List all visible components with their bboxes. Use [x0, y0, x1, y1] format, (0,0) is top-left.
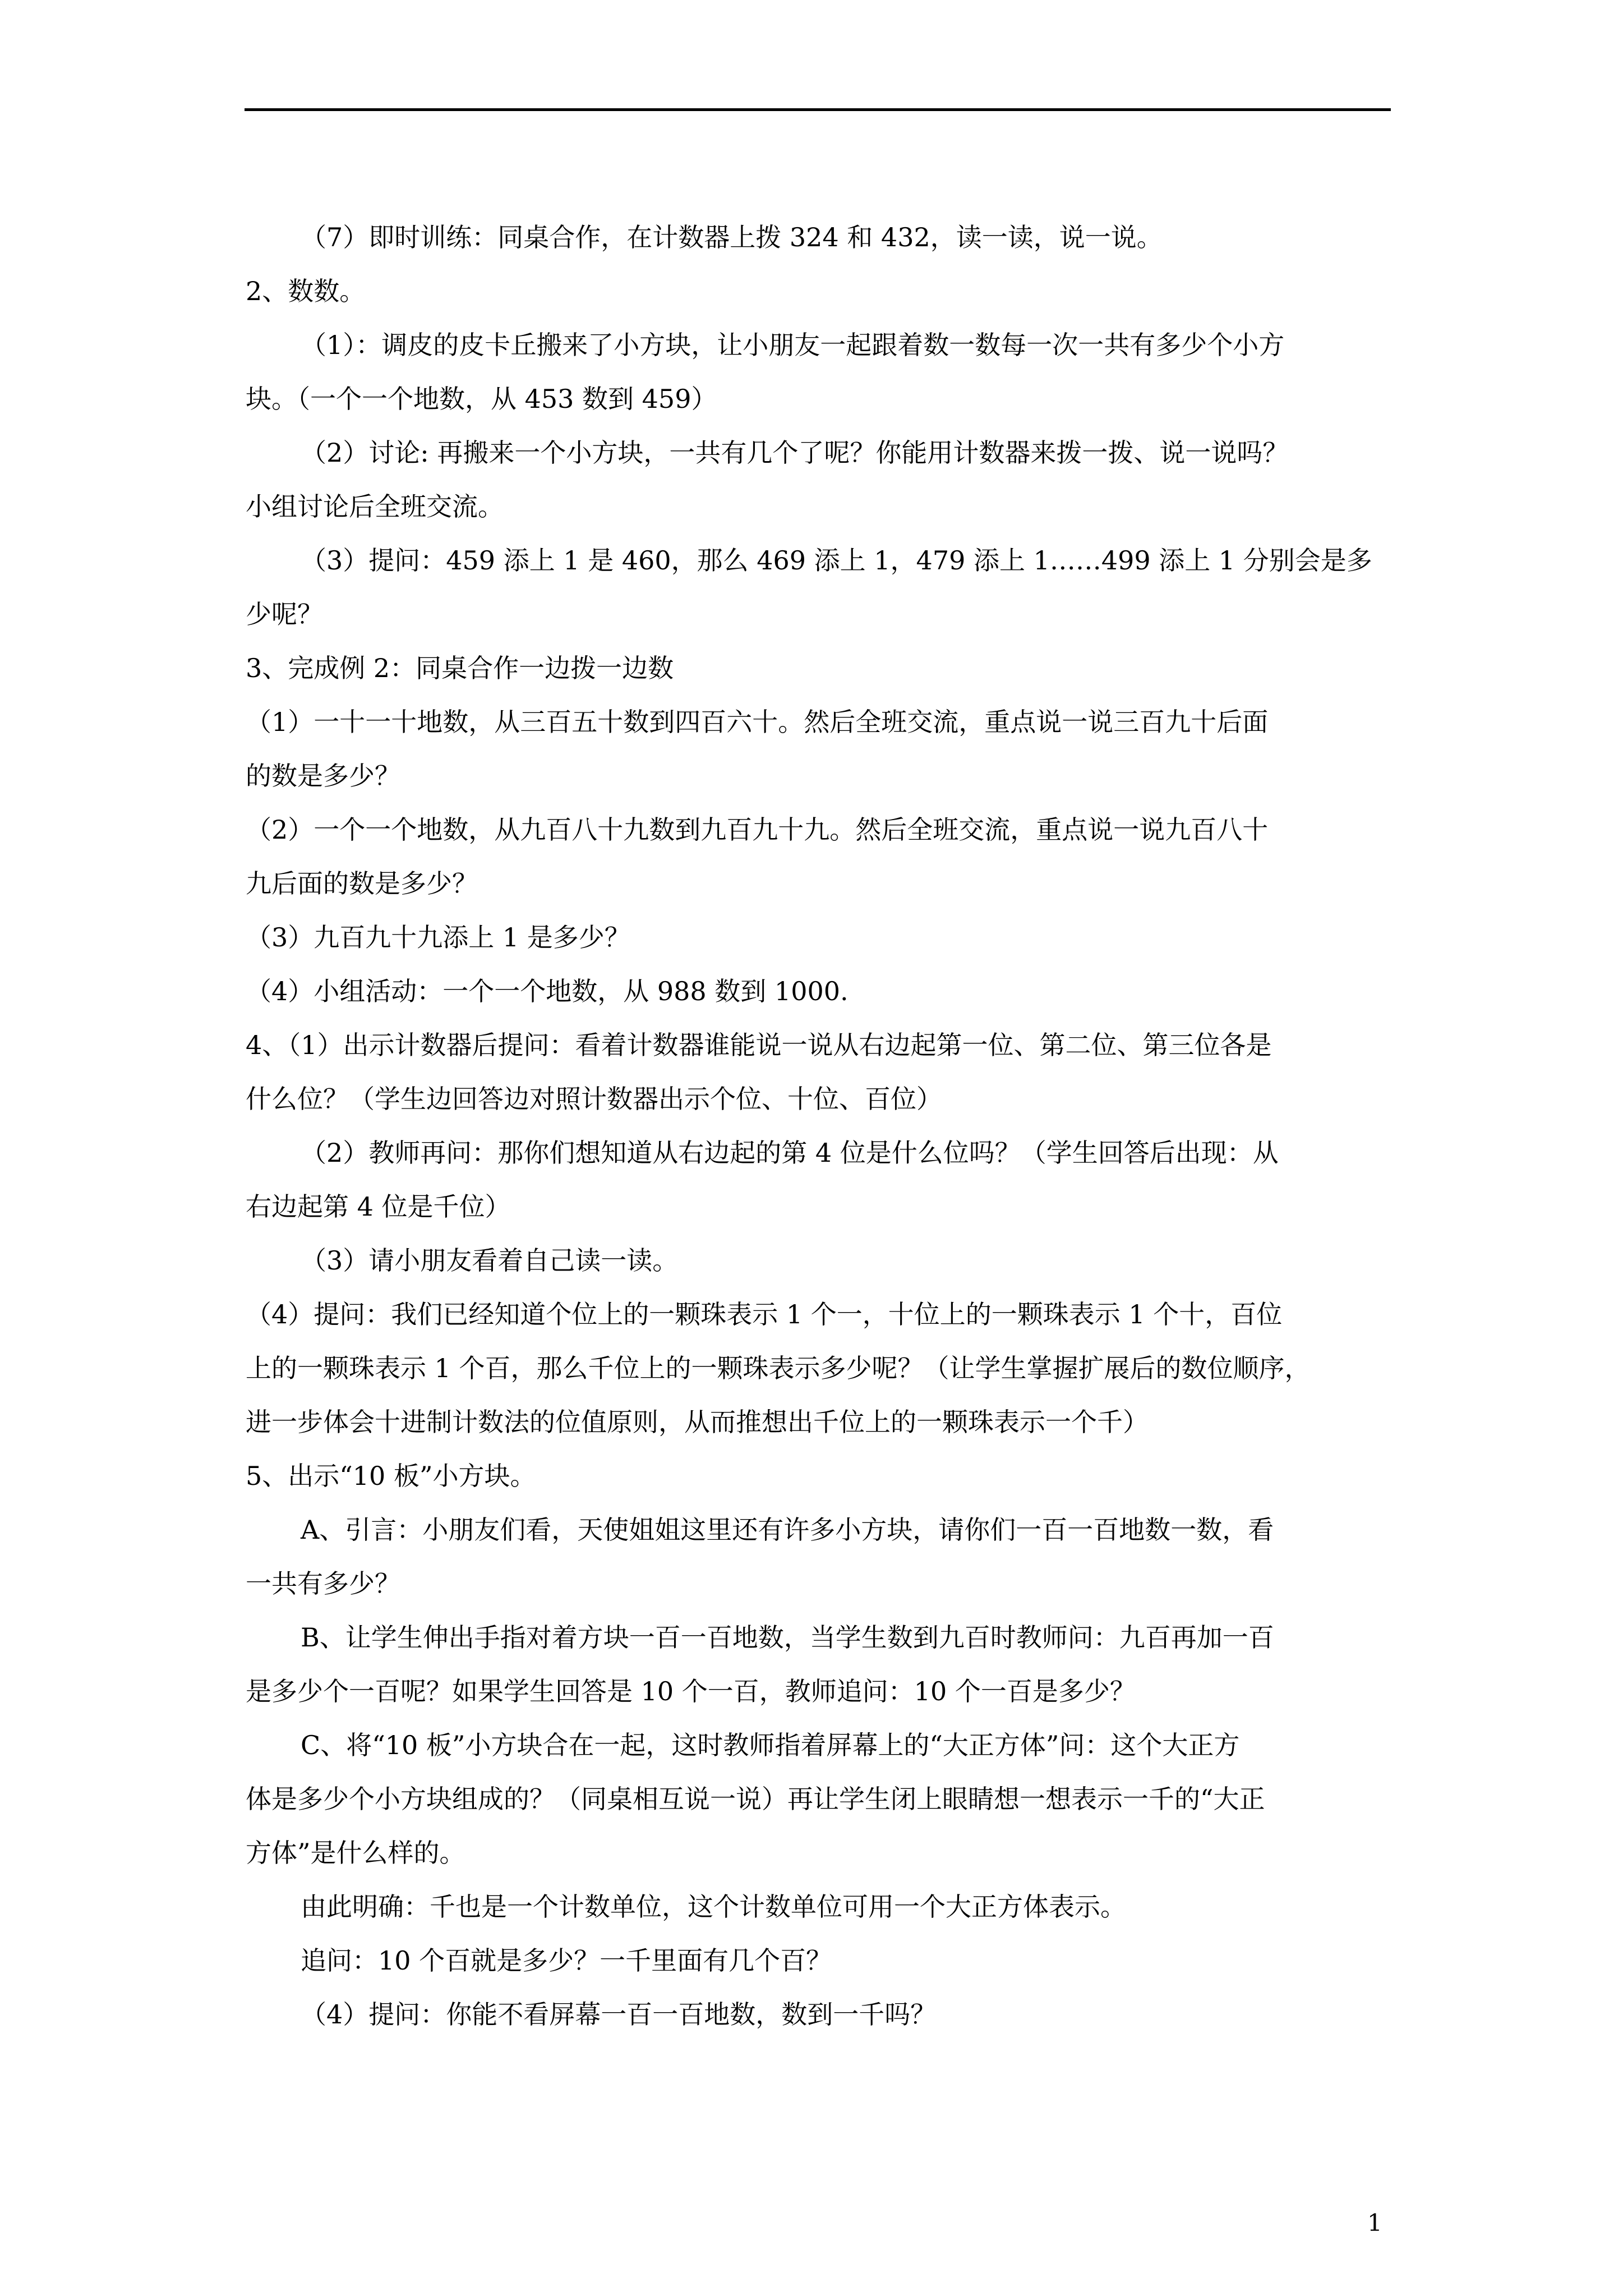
text-line: （2）教师再问：那你们想知道从右边起的第 4 位是什么位吗？（学生回答后出现：从: [301, 1138, 1279, 1168]
text-line: （4）提问：你能不看屏幕一百一百地数，数到一千吗？: [301, 1999, 937, 2030]
text-line: 的数是多少？: [246, 761, 400, 791]
text-line: （2）讨论: 再搬来一个小方块，一共有几个了呢？你能用计数器来拨一拨、说一说吗？: [301, 438, 1289, 468]
text-line: 右边起第 4 位是千位）: [246, 1191, 511, 1222]
text-line: 一共有多少？: [246, 1568, 400, 1599]
text-line: 体是多少个小方块组成的？（同桌相互说一说）再让学生闭上眼睛想一想表示一千的“大正: [246, 1784, 1265, 1814]
text-line: 进一步体会十进制计数法的位值原则，从而推想出千位上的一颗珠表示一个千）: [246, 1407, 1149, 1437]
text-line: （3）提问：459 添上 1 是 460，那么 469 添上 1，479 添上 1……499 添上 1 分别会是多: [301, 545, 1372, 576]
text-line: 小组讨论后全班交流。: [246, 491, 504, 522]
page-number: 1: [1367, 2209, 1382, 2237]
text-line: 上的一颗珠表示 1 个百，那么千位上的一颗珠表示多少呢？（让学生掌握扩展后的数位顺序，: [246, 1353, 1311, 1383]
text-line: （1）：调皮的皮卡丘搬来了小方块，让小朋友一起跟着数一数每一次一共有多少个小方: [301, 330, 1285, 360]
text-line: 块。（一个一个地数，从 453 数到 459）: [246, 384, 717, 414]
text-line: 是多少个一百呢？如果学生回答是 10 个一百，教师追问：10 个一百是多少？: [246, 1676, 1136, 1706]
text-line: 少呢？: [246, 599, 323, 629]
text-line: 由此明确：千也是一个计数单位，这个计数单位可用一个大正方体表示。: [301, 1892, 1126, 1922]
text-line: （3）请小朋友看着自己读一读。: [301, 1245, 679, 1276]
text-line: B、让学生伸出手指对着方块一百一百地数，当学生数到九百时教师问：九百再加一百: [301, 1622, 1274, 1653]
text-line: （2）一个一个地数，从九百八十九数到九百九十九。然后全班交流，重点说一说九百八十: [246, 815, 1269, 845]
text-line: 方体”是什么样的。: [246, 1838, 465, 1868]
section-heading: 4、（1）出示计数器后提问：看着计数器谁能说一说从右边起第一位、第二位、第三位各是: [246, 1030, 1272, 1060]
text-line: 什么位？（学生边回答边对照计数器出示个位、十位、百位）: [246, 1084, 942, 1114]
text-line: C、将“10 板”小方块合在一起，这时教师指着屏幕上的“大正方体”问：这个大正方: [301, 1730, 1240, 1760]
text-line: （4）小组活动：一个一个地数，从 988 数到 1000.: [246, 976, 849, 1006]
text-line: （7）即时训练：同桌合作，在计数器上拨 324 和 432，读一读，说一说。: [301, 222, 1163, 252]
section-heading: 2、数数。: [246, 276, 366, 306]
text-line: （1）一十一十地数，从三百五十数到四百六十。然后全班交流，重点说一说三百九十后面: [246, 707, 1269, 737]
text-line: 九后面的数是多少？: [246, 868, 478, 899]
document-body: [246, 210, 1390, 2041]
text-line: （3）九百九十九添上 1 是多少？: [246, 922, 630, 953]
section-heading: 3、完成例 2：同桌合作一边拨一边数: [246, 653, 674, 683]
text-line: （4）提问：我们已经知道个位上的一颗珠表示 1 个一，十位上的一颗珠表示 1 个十，百位: [246, 1299, 1283, 1329]
section-heading: 5、出示“10 板”小方块。: [246, 1461, 536, 1491]
text-line: 追问：10 个百就是多少？一千里面有几个百？: [301, 1945, 832, 1976]
text-line: A、引言：小朋友们看，天使姐姐这里还有许多小方块，请你们一百一百地数一数，看: [301, 1515, 1274, 1545]
header-rule: [245, 108, 1391, 111]
